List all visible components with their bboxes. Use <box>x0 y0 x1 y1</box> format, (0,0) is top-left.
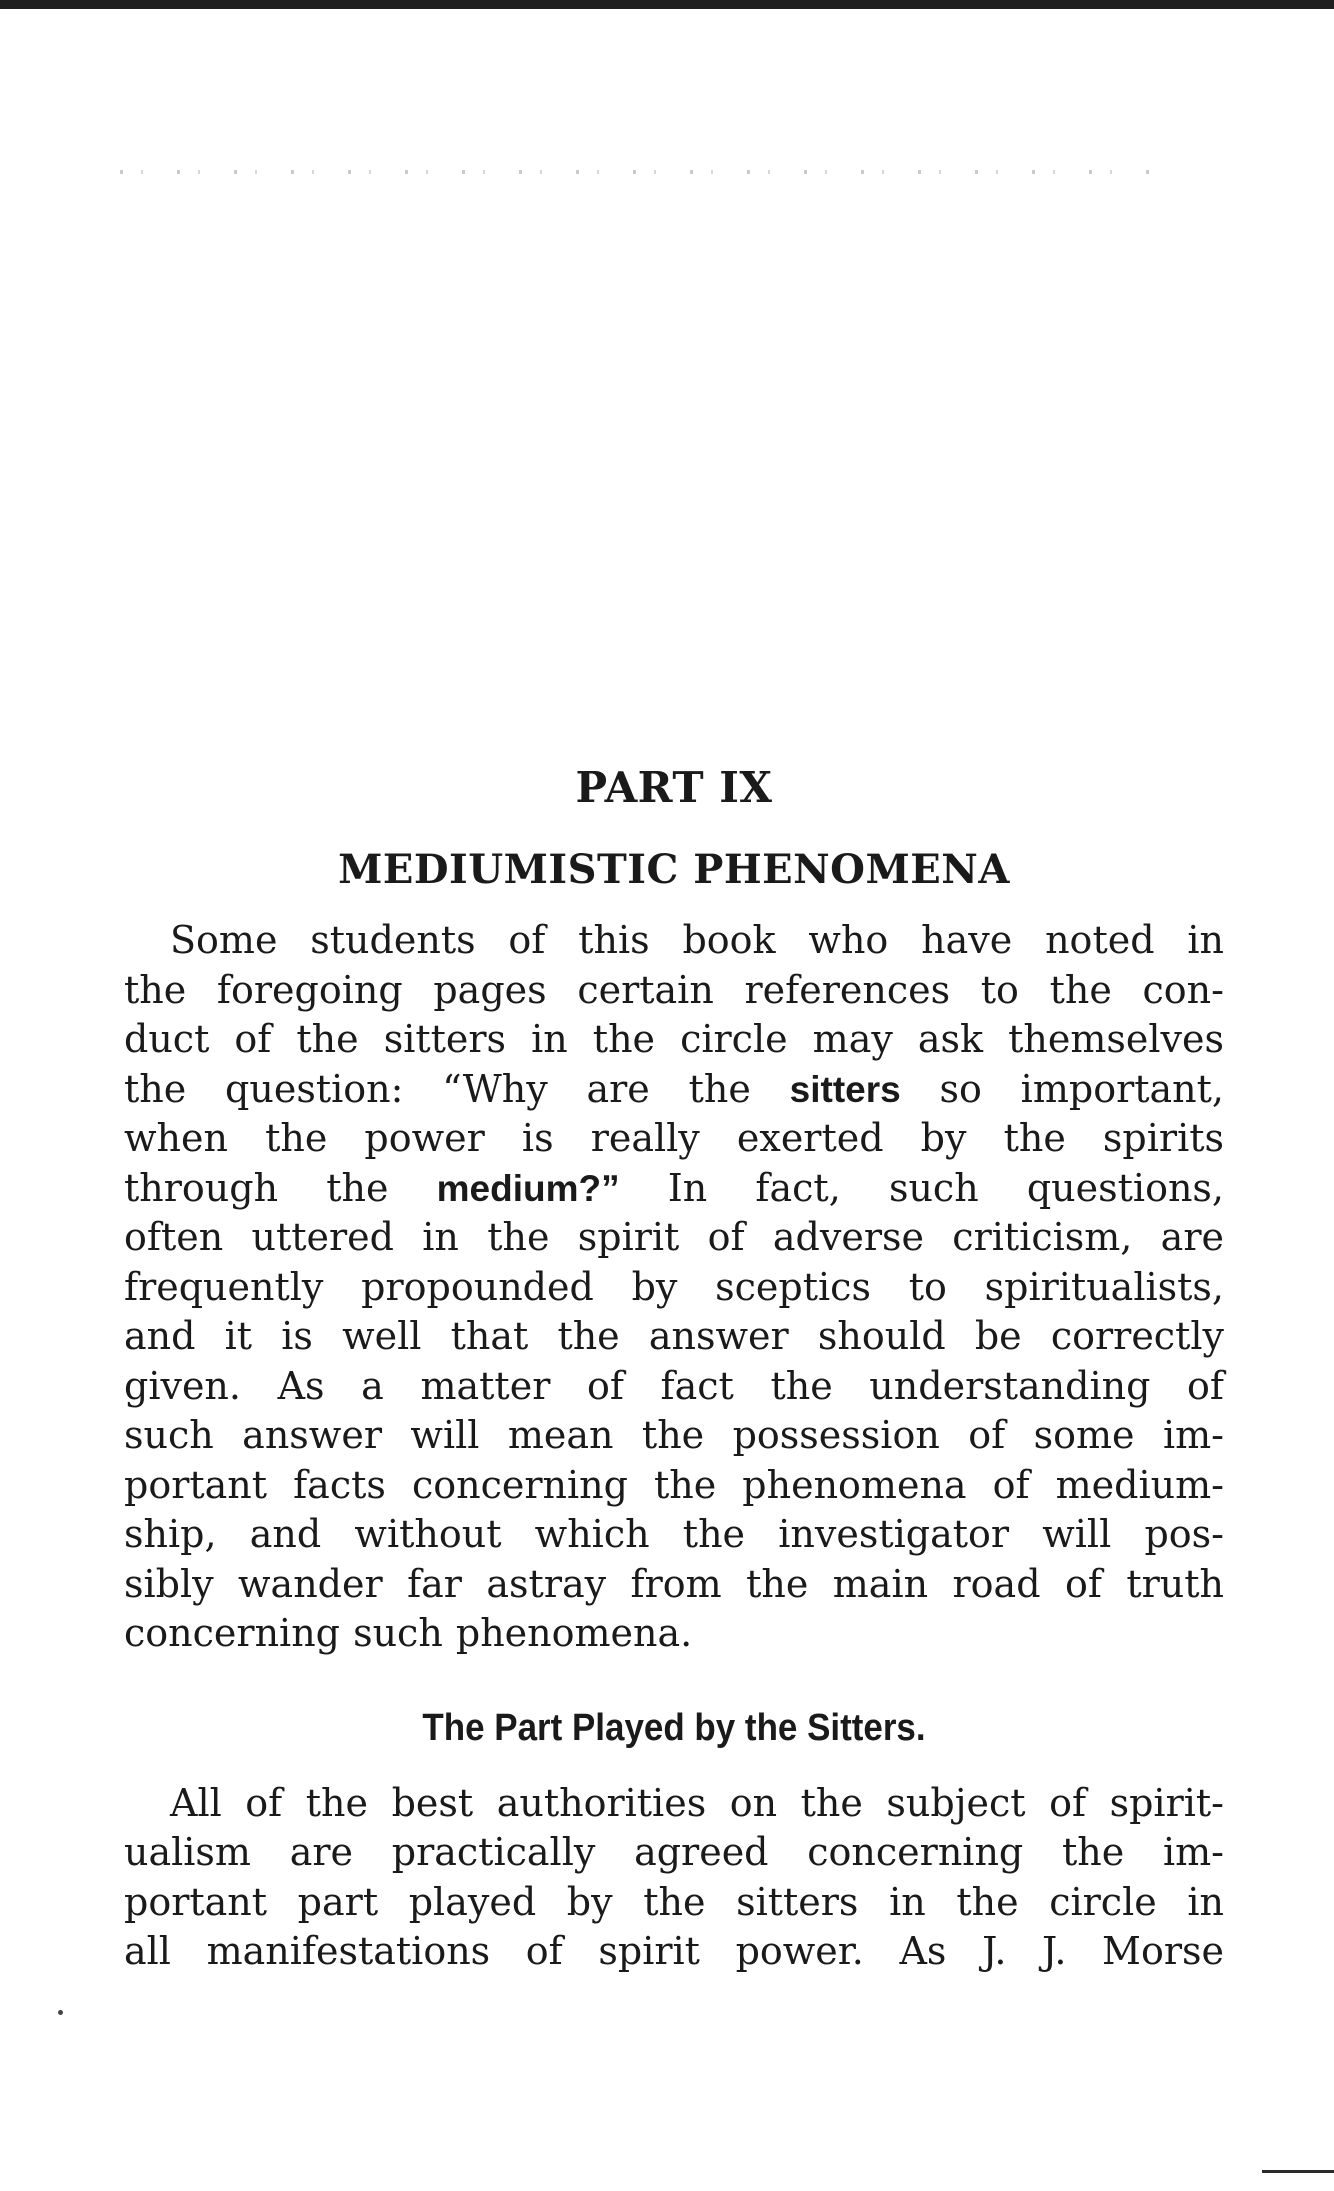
paragraph-line <box>124 1609 1224 1659</box>
paragraph-sitters <box>124 1779 1224 1977</box>
paragraph-line <box>124 1065 1224 1115</box>
chapter-title: MEDIUMISTIC PHENOMENA <box>338 846 1010 893</box>
line-text: often uttered in the spirit of adverse criticism, are <box>124 1215 1224 1259</box>
paragraph-line <box>124 1411 1224 1461</box>
line-text: portant facts concerning the phenomena of medium- <box>124 1462 1224 1507</box>
line-text: portant part played by the sitters in the circle in <box>124 1879 1224 1924</box>
line-text: concerning such phenomena. <box>124 1611 693 1655</box>
line-text: ualism are practically agreed concerning the im- <box>124 1830 1224 1874</box>
stray-mark <box>58 2010 63 2015</box>
part-title: PART IX <box>575 763 773 812</box>
paragraph-line <box>124 1560 1224 1610</box>
line-text: and it is well that the answer should be correctly <box>124 1314 1224 1358</box>
corner-rule <box>1262 2170 1334 2173</box>
line-text: sibly wander far astray from the main road of truth <box>124 1561 1224 1606</box>
line-text: the question: “Why are the <box>124 1066 790 1111</box>
section-heading: The Part Played by the Sitters. <box>422 1706 926 1749</box>
paragraph-line <box>124 1114 1224 1164</box>
paragraph-line <box>124 1213 1224 1263</box>
line-text: through the <box>124 1165 437 1210</box>
paragraph-line <box>124 916 1224 966</box>
paragraph-line <box>124 966 1224 1016</box>
top-edge-rule <box>0 0 1334 9</box>
paragraph-line <box>124 1164 1224 1214</box>
line-text: ship, and without which the investigator will pos- <box>124 1512 1224 1556</box>
line-text: the foregoing pages certain references to the con- <box>124 967 1224 1012</box>
paragraph-line <box>124 1362 1224 1412</box>
line-text: so important, <box>900 1066 1224 1111</box>
line-text: In fact, such questions, <box>619 1165 1225 1210</box>
scan-noise <box>120 170 1150 174</box>
line-text: duct of the sitters in the circle may ask themselves <box>124 1017 1224 1061</box>
page-body <box>124 760 1224 1977</box>
emphasis-sitters: sitters <box>789 1068 901 1110</box>
paragraph-line <box>124 1461 1224 1511</box>
paragraph-line <box>124 1263 1224 1313</box>
line-text: such answer will mean the possession of some im- <box>124 1413 1224 1457</box>
line-text: All of the best authorities on the subject of spirit- <box>170 1780 1224 1825</box>
paragraph-intro <box>124 916 1224 1659</box>
line-text: all manifestations of spirit power. As J. J. Morse <box>124 1929 1224 1973</box>
paragraph-line <box>124 1779 1224 1829</box>
paragraph-line <box>124 1312 1224 1362</box>
emphasis-medium: medium?” <box>436 1167 620 1209</box>
paragraph-line <box>124 1828 1224 1878</box>
line-text: Some students of this book who have noted in <box>170 918 1224 962</box>
line-text: given. As a matter of fact the understanding of <box>124 1363 1224 1408</box>
paragraph-line <box>124 1927 1224 1977</box>
paragraph-line <box>124 1510 1224 1560</box>
line-text: when the power is really exerted by the spirits <box>124 1116 1224 1160</box>
paragraph-line <box>124 1015 1224 1065</box>
line-text: frequently propounded by sceptics to spiritualists, <box>124 1264 1224 1309</box>
paragraph-line <box>124 1878 1224 1928</box>
